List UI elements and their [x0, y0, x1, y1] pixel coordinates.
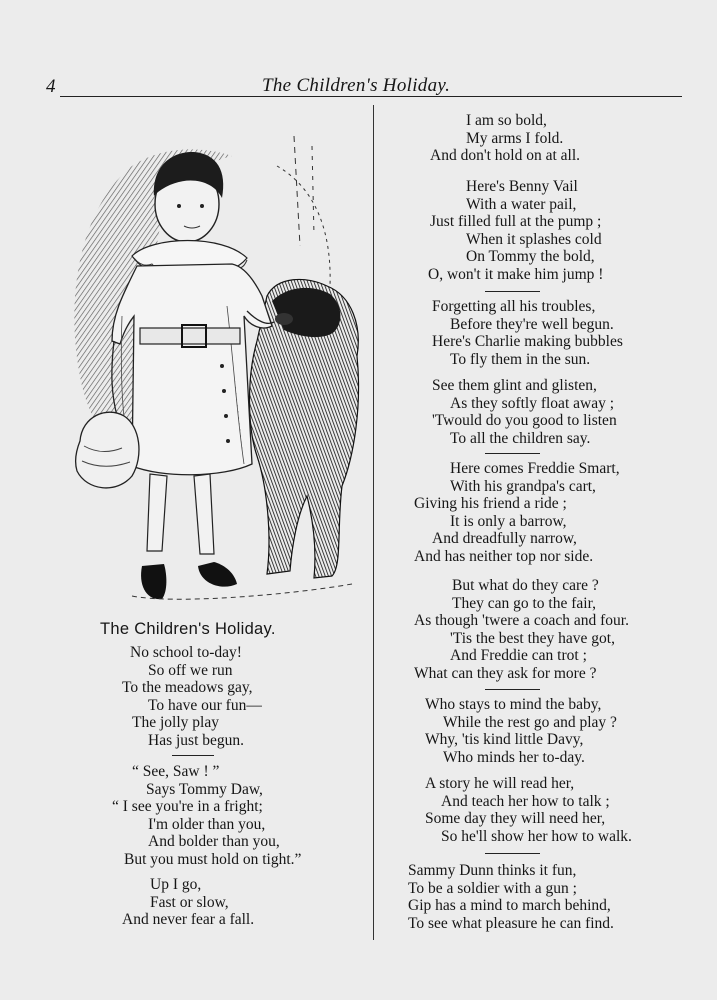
verse-line: My arms I fold.: [466, 129, 564, 147]
verse-line: To the meadows gay,: [122, 679, 253, 696]
verse-line: When it splashes cold: [466, 230, 602, 248]
verse-line: Gip has a mind to march behind,: [408, 897, 611, 914]
stanza-right-9: [408, 862, 614, 932]
verse-line: “ See, Saw ! ”: [132, 763, 220, 780]
verse-line: And teach her how to talk ;: [441, 792, 610, 810]
verse-line: See them glint and glisten,: [432, 377, 597, 394]
verse-line: On Tommy the bold,: [466, 248, 595, 265]
running-title: The Children's Holiday.: [262, 75, 451, 96]
verse-line: Giving his friend a ride ;: [414, 495, 567, 512]
poem-title: The Children's Holiday.: [100, 620, 276, 638]
verse-line: Sammy Dunn thinks it fun,: [408, 862, 577, 879]
verse-line: They can go to the fair,: [452, 594, 596, 612]
verse-line: With his grandpa's cart,: [450, 477, 596, 495]
verse-line: No school to-day!: [130, 644, 242, 661]
stanza-separator: [485, 291, 540, 292]
verse-line: And has neither top nor side.: [414, 547, 594, 565]
stanza-right-3: [432, 298, 623, 368]
belt: [140, 328, 240, 344]
stanza-separator: [485, 689, 540, 690]
verse-line: Up I go,: [150, 876, 202, 893]
stanza-separator: [485, 453, 540, 454]
stanza-separator: [485, 853, 540, 854]
boy-and-dog-illustration: [62, 126, 372, 621]
verse-line: Some day they will need her,: [425, 810, 606, 827]
verse-line: With a water pail,: [466, 195, 577, 213]
verse-line: Who stays to mind the baby,: [425, 696, 602, 713]
verse-line: To all the children say.: [450, 429, 591, 447]
stanza-left-1: [122, 644, 262, 749]
verse-line: And don't hold on at all.: [430, 147, 581, 164]
verse-line: And dreadfully narrow,: [432, 530, 577, 547]
verse-line: So he'll show her how to walk.: [441, 827, 632, 845]
verse-line: Here's Benny Vail: [466, 178, 578, 195]
verse-line: To have our fun—: [148, 696, 262, 714]
verse-line: While the rest go and play ?: [443, 713, 617, 731]
verse-line: Before they're well begun.: [450, 315, 614, 333]
verse-line: To be a soldier with a gun ;: [408, 879, 577, 897]
left-shoe: [141, 564, 166, 599]
header-rule: [60, 96, 682, 97]
stanza-right-2: [428, 178, 603, 283]
right-shoe: [198, 562, 237, 587]
verse-line: A story he will read her,: [425, 775, 575, 792]
verse-line: As though 'twere a coach and four.: [414, 612, 629, 629]
verse-line: Says Tommy Daw,: [146, 780, 263, 798]
verse-line: Here's Charlie making bubbles: [432, 333, 623, 350]
verse-line: Here comes Freddie Smart,: [450, 460, 620, 477]
verse-line: “ I see you're in a fright;: [112, 798, 263, 815]
stanza-right-4: [432, 377, 617, 447]
stanza-right-7: [425, 696, 617, 766]
cap-in-hand: [76, 412, 139, 488]
verse-line: To see what pleasure he can find.: [408, 914, 614, 932]
stanza-right-1: [430, 112, 580, 165]
verse-line: Why, 'tis kind little Davy,: [425, 731, 584, 748]
stanza-right-8: [425, 775, 632, 845]
column-divider: [373, 105, 374, 940]
stanza-right-6: [414, 577, 629, 682]
verse-line: But what do they care ?: [452, 577, 599, 594]
stanza-separator: [172, 755, 214, 756]
verse-line: Has just begun.: [148, 731, 245, 749]
verse-line: And bolder than you,: [148, 833, 280, 850]
verse-line: To fly them in the sun.: [450, 350, 591, 368]
verse-line: 'Twould do you good to listen: [432, 412, 617, 429]
verse-line: O, won't it make him jump !: [428, 265, 604, 283]
verse-line: 'Tis the best they have got,: [450, 629, 615, 647]
stanza-left-2: [112, 763, 302, 868]
verse-line: I'm older than you,: [148, 815, 266, 833]
verse-line: So off we run: [148, 661, 233, 679]
verse-line: Forgetting all his troubles,: [432, 298, 596, 315]
verse-line: I am so bold,: [466, 112, 547, 129]
verse-line: The jolly play: [132, 714, 219, 731]
stanza-left-3: [122, 876, 254, 929]
stanza-right-5: [414, 460, 620, 565]
verse-line: What can they ask for more ?: [414, 664, 597, 682]
verse-line: It is only a barrow,: [450, 512, 567, 530]
verse-line: And never fear a fall.: [122, 911, 255, 928]
verse-line: As they softly float away ;: [450, 394, 615, 412]
verse-line: Fast or slow,: [150, 893, 229, 911]
verse-line: Who minds her to-day.: [443, 748, 585, 766]
verse-line: Just filled full at the pump ;: [430, 213, 602, 230]
verse-line: But you must hold on tight.”: [124, 850, 302, 868]
verse-line: And Freddie can trot ;: [450, 647, 587, 664]
page-number: 4: [46, 76, 56, 97]
